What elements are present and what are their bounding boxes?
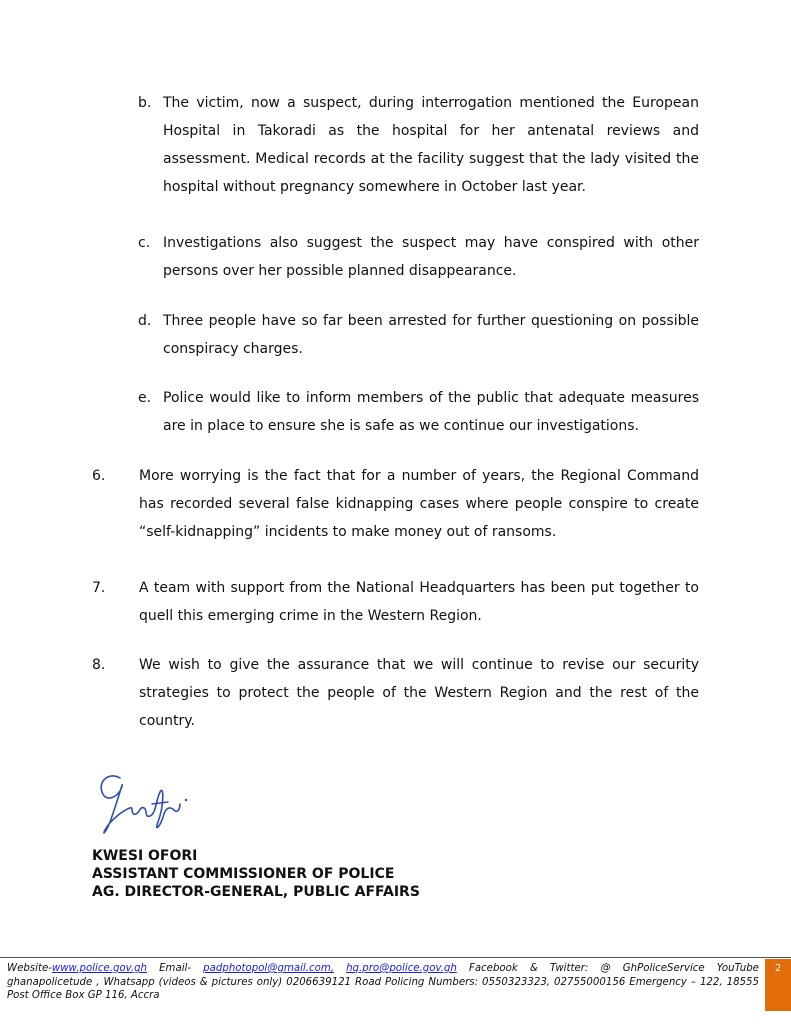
list-item-d: [138, 307, 699, 363]
website-label: Website-: [7, 963, 52, 974]
email-link-primary[interactable]: padphotopol@gmail.com,: [203, 963, 334, 974]
list-marker: c.: [138, 235, 151, 251]
social-contacts: Facebook & Twitter: @ GhPoliceService YouTube ghanapolicetude , Whatsapp (videos & pictures only) 0206639121 Road Policing Numbers: 0550323323, 02755000156 Emergency – 122, 18555 Post Office Box GP 116, Accra: [7, 963, 759, 1001]
email-label: Email-: [159, 963, 192, 974]
list-item-e: [138, 384, 699, 440]
numbered-item-6: [92, 462, 699, 546]
email-link-secondary[interactable]: hq.pro@police.gov.gh: [346, 963, 457, 974]
paragraph-text: We wish to give the assurance that we will continue to revise our security strategies to protect the people of the Western Region and the rest of the country.: [139, 657, 699, 729]
paragraph-text: A team with support from the National Headquarters has been put together to quell this emerging crime in the Western Region.: [139, 580, 699, 624]
footer-divider: [0, 957, 791, 958]
paragraph-text: More worrying is the fact that for a number of years, the Regional Command has recorded several false kidnapping cases where people conspire to create “self-kidnapping” incidents to make money out of ransoms.: [139, 468, 699, 540]
handwritten-signature: [96, 770, 196, 842]
page-footer: [7, 962, 759, 1003]
paragraph-text: The victim, now a suspect, during interrogation mentioned the European Hospital in Takoradi as the hospital for her antenatal reviews and assessment. Medical records at the facility suggest that the lady visited the hospital without pregnancy somewhere in October last year.: [163, 95, 699, 195]
signature-block: [92, 847, 420, 901]
paragraph-text: Three people have so far been arrested for further questioning on possible conspiracy charges.: [163, 313, 699, 357]
signatory-position: AG. DIRECTOR-GENERAL, PUBLIC AFFAIRS: [92, 884, 420, 900]
list-marker: d.: [138, 313, 152, 329]
list-item-c: [138, 229, 699, 285]
list-marker: 8.: [92, 657, 106, 673]
signatory-name: KWESI OFORI: [92, 848, 198, 864]
paragraph-text: Police would like to inform members of the public that adequate measures are in place to ensure she is safe as we continue our investigations.: [163, 390, 699, 434]
numbered-item-8: [92, 651, 699, 735]
signatory-rank: ASSISTANT COMMISSIONER OF POLICE: [92, 866, 395, 882]
numbered-item-7: [92, 574, 699, 630]
website-link[interactable]: www.police.gov.gh: [51, 963, 147, 974]
list-marker: e.: [138, 390, 152, 406]
page-number-badge: 2: [765, 959, 791, 1011]
paragraph-text: Investigations also suggest the suspect may have conspired with other persons over her possible planned disappearance.: [163, 235, 699, 279]
list-marker: 6.: [92, 468, 106, 484]
list-marker: 7.: [92, 580, 106, 596]
list-marker: b.: [138, 95, 152, 111]
list-item-b: [138, 89, 699, 201]
